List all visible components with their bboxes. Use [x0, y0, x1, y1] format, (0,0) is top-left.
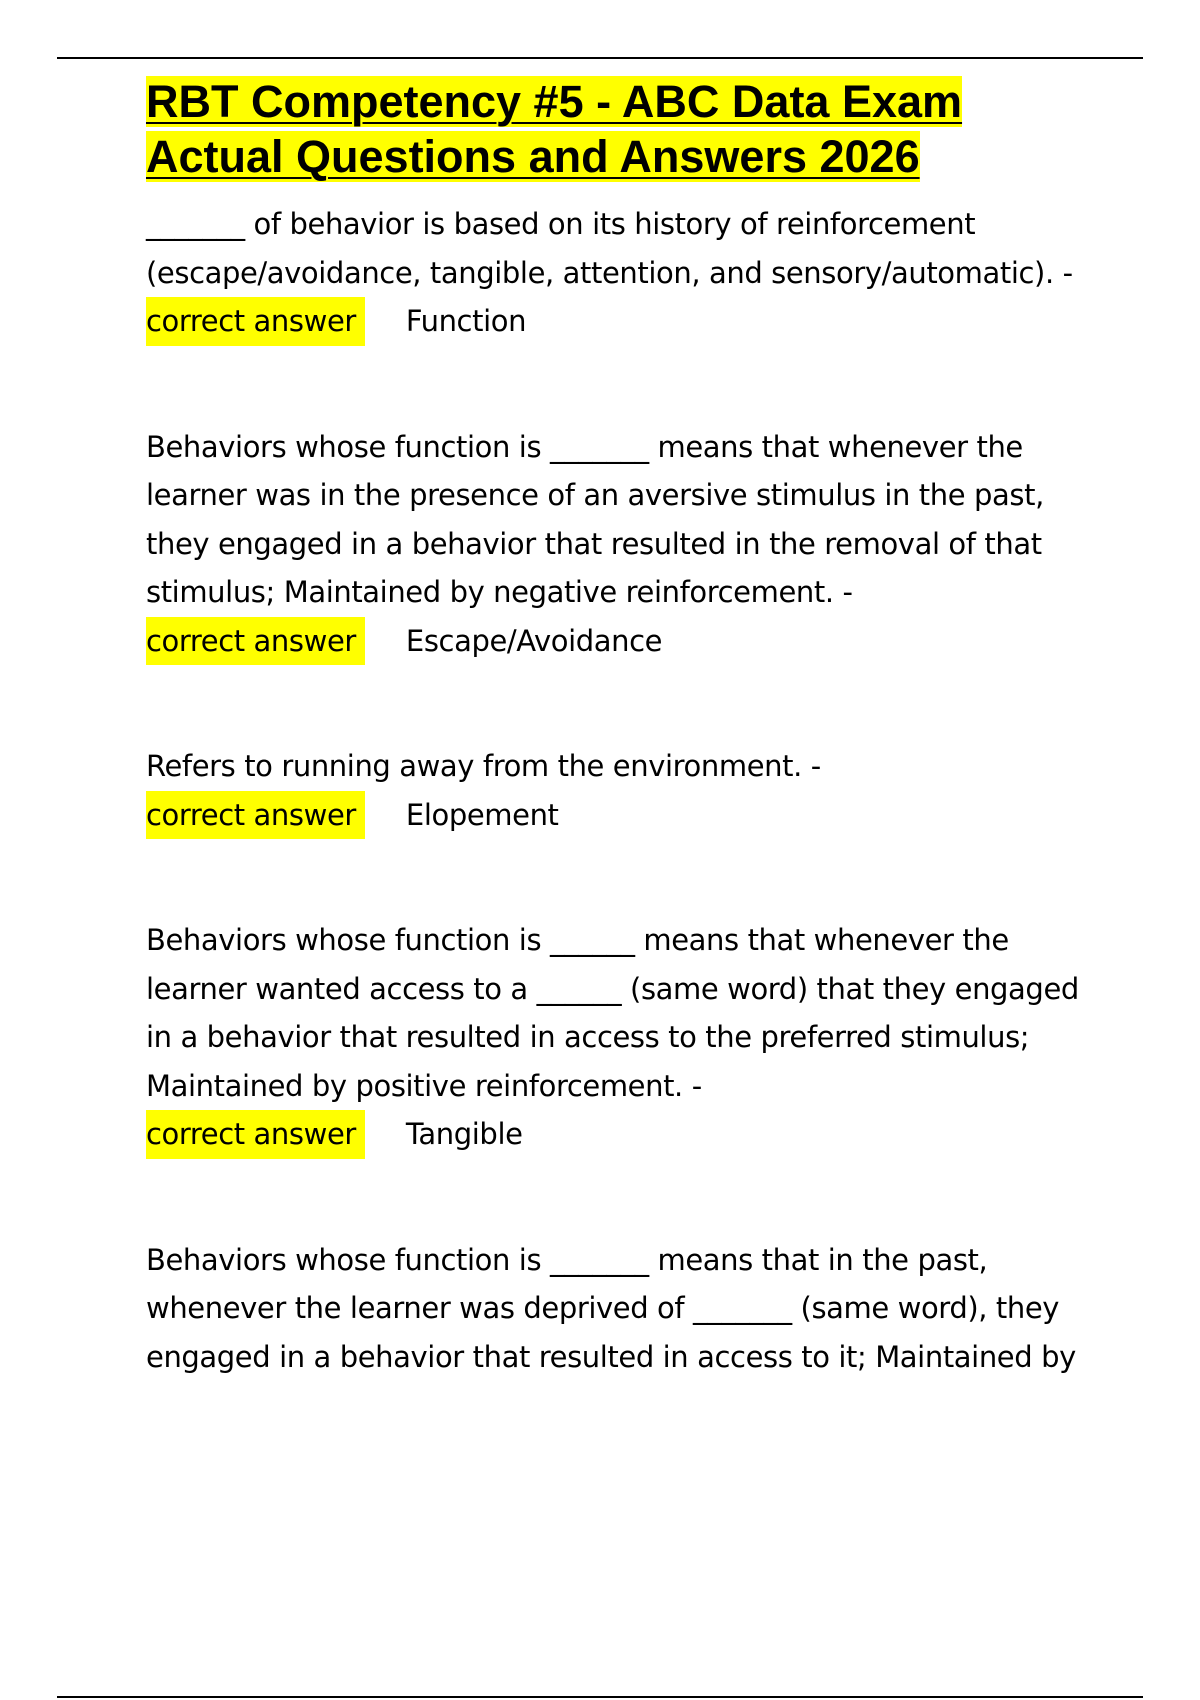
question-text: Behaviors whose function is _______ means that in the past, whenever the learner was deprived of _______ (same word), they engaged in a behavior that resulted in access to it; Maintained by [146, 1242, 1076, 1374]
answer-text: Tangible [405, 1117, 523, 1151]
answer-line [146, 617, 1096, 666]
document-title-line-2: Actual Questions and Answers 2026 [146, 131, 920, 182]
qa-item-5 [146, 1236, 1096, 1382]
qa-item-3 [146, 742, 1096, 839]
correct-answer-label: correct answer [146, 1110, 365, 1159]
qa-item-2 [146, 423, 1096, 666]
question-text: Behaviors whose function is _______ means that whenever the learner was in the presence of an aversive stimulus in the past, they engaged in a behavior that resulted in the removal of that stimulus; Maintained by negative reinforcement. - [146, 429, 1044, 609]
top-rule [57, 57, 1143, 59]
answer-line [146, 791, 1096, 840]
answer-text: Elopement [405, 797, 559, 832]
document-title-line-1: RBT Competency #5 - ABC Data Exam [146, 76, 963, 127]
answer-text: Function [405, 304, 527, 338]
bottom-rule [57, 1696, 1143, 1698]
answer-line [146, 1110, 1096, 1159]
question-text: Behaviors whose function is ______ means that whenever the learner wanted access to a ______ (same word) that they engaged in a behavior that resulted in access to the preferred stimulus; Maintained by positive reinforcement. - [146, 923, 1079, 1103]
correct-answer-label: correct answer [146, 617, 365, 666]
qa-item-1 [146, 200, 1096, 346]
document-title [146, 74, 1096, 184]
answer-line [146, 297, 1096, 346]
correct-answer-label: correct answer [146, 791, 365, 840]
question-text: Refers to running away from the environment. - [146, 749, 821, 783]
question-text: _______ of behavior is based on its history of reinforcement (escape/avoidance, tangible, attention, and sensory/automatic). - [146, 207, 1073, 290]
correct-answer-label: correct answer [146, 297, 365, 346]
qa-item-4 [146, 916, 1096, 1159]
page-content [146, 74, 1096, 1381]
answer-text: Escape/Avoidance [405, 623, 663, 658]
